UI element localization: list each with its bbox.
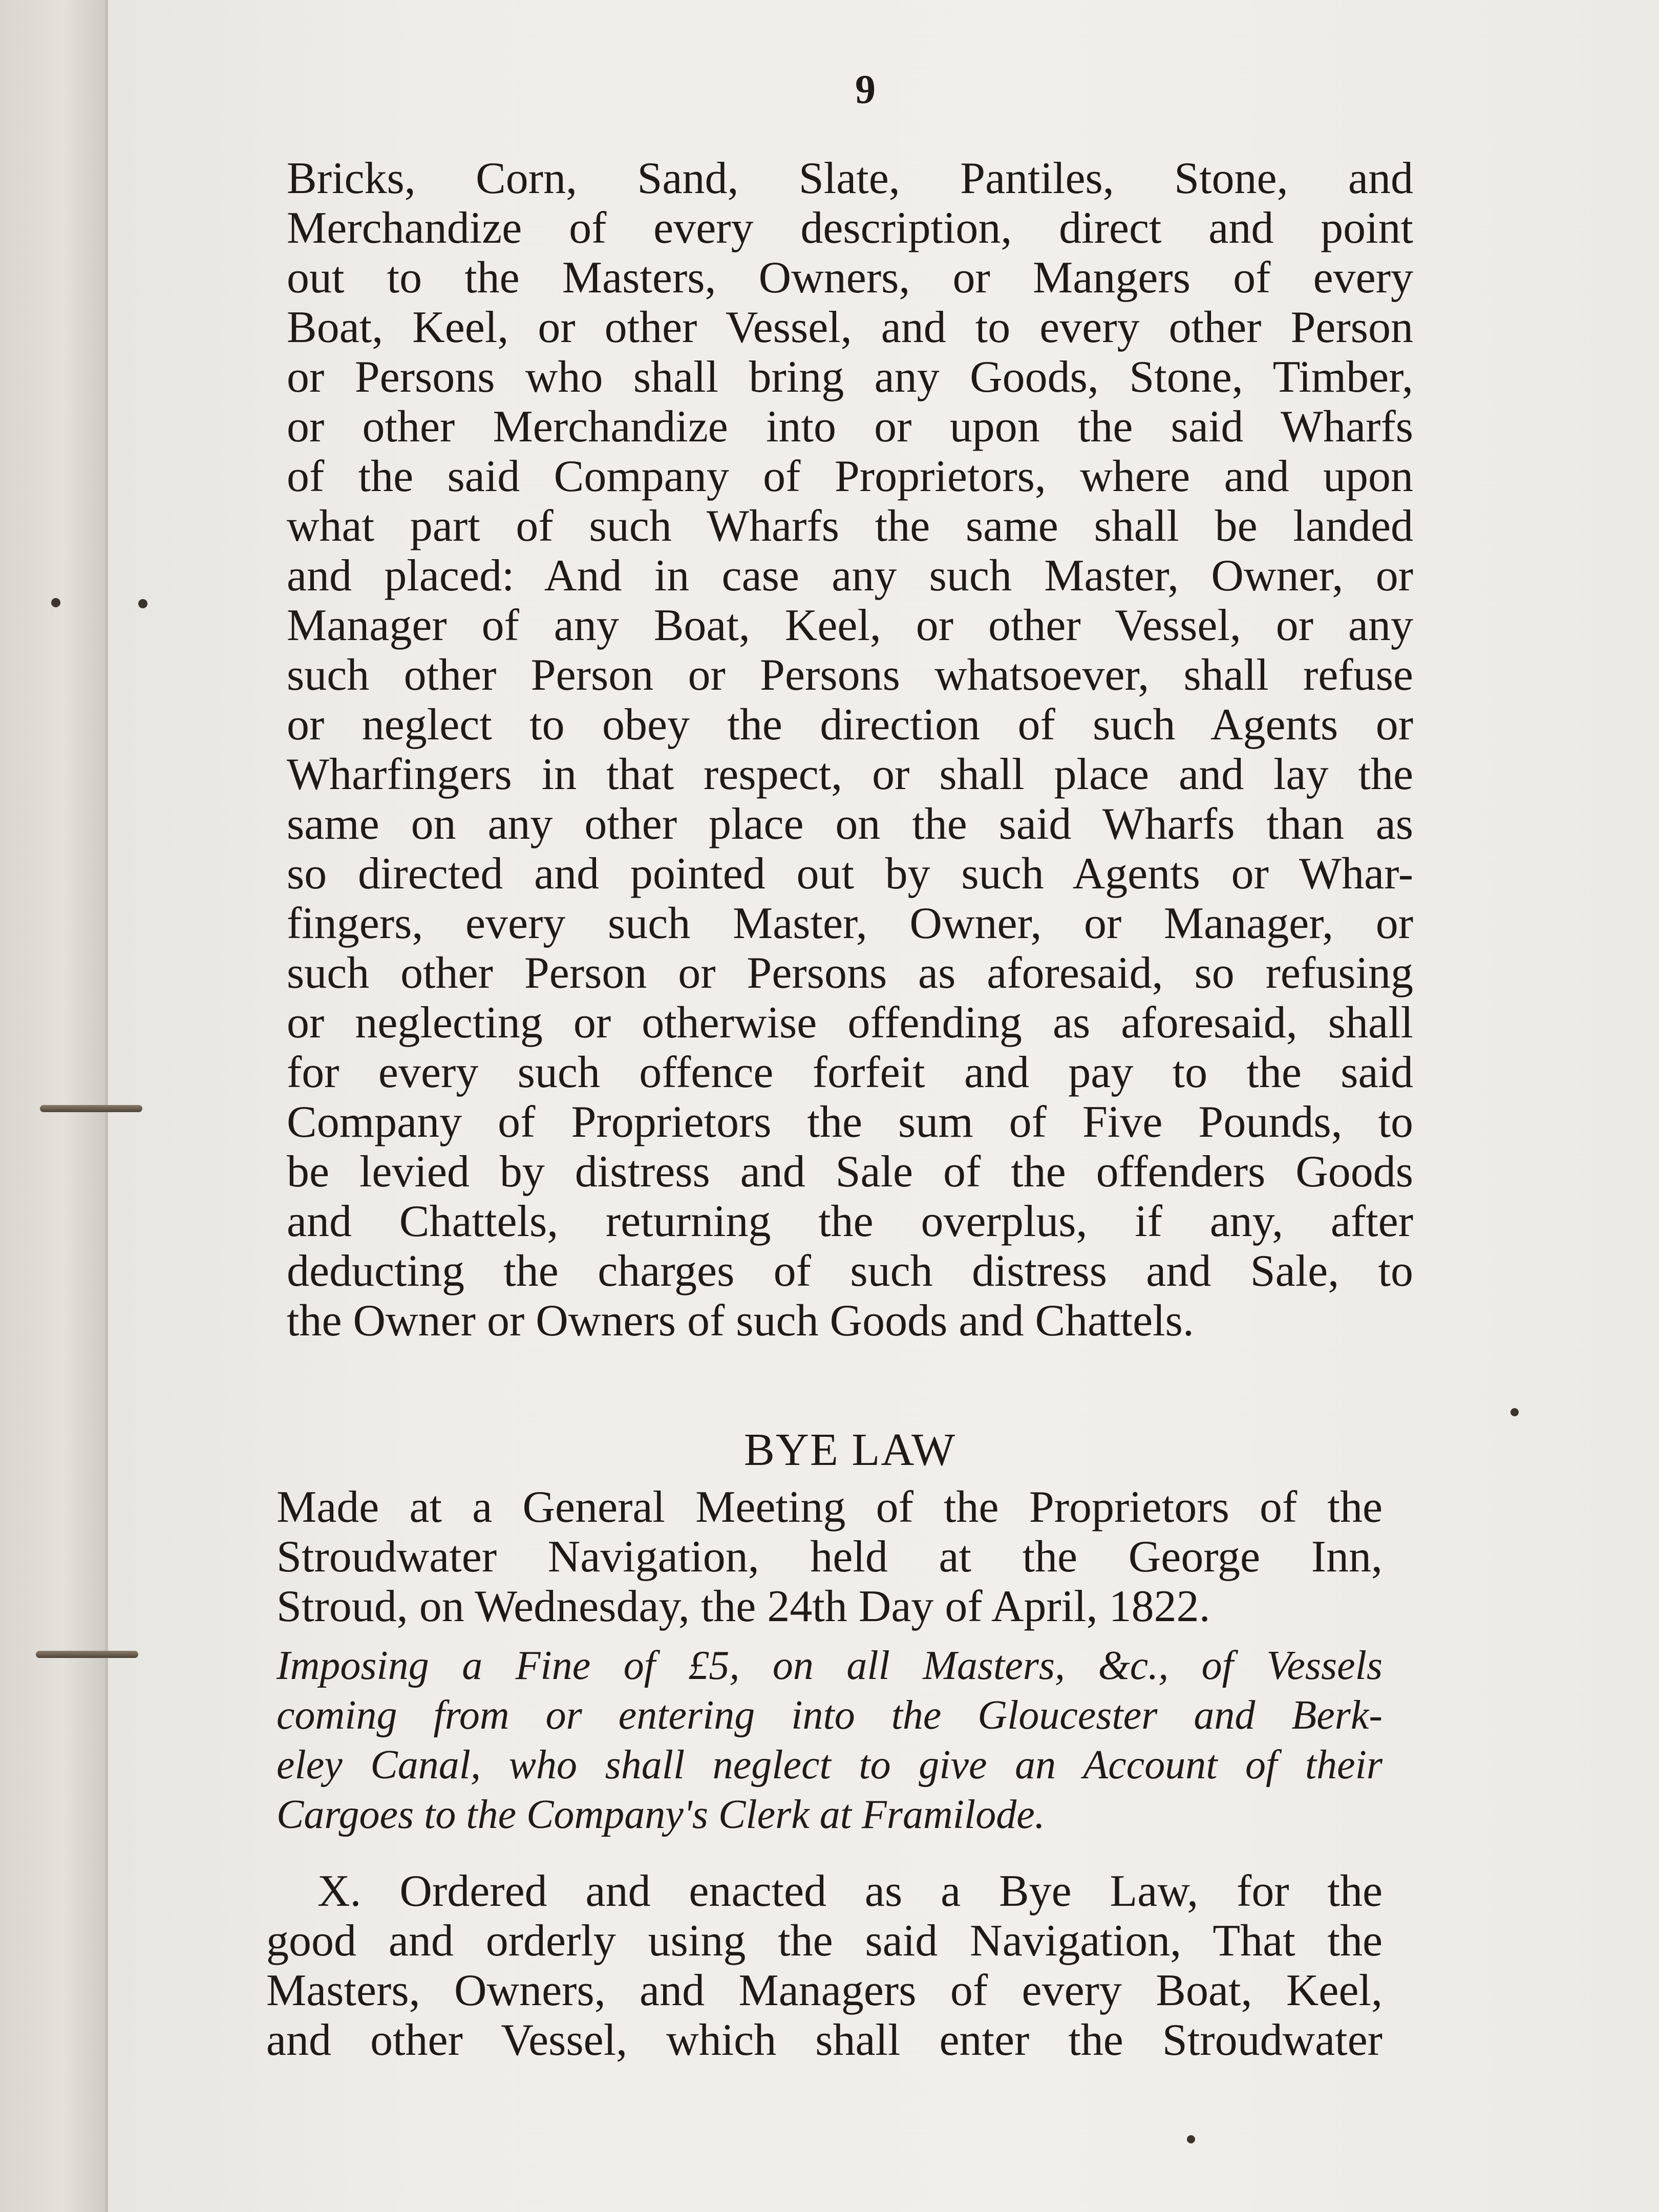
text-line: Company of Proprietors the sum of Five Pounds, to (287, 1097, 1413, 1147)
ink-spot (1187, 2135, 1195, 2143)
text-line: such other Person or Persons whatsoever, shall refuse (287, 650, 1413, 700)
text-line: coming from or entering into the Gloucester and Berk- (276, 1693, 1382, 1738)
text-line: or Persons who shall bring any Goods, Stone, Timber, (287, 352, 1413, 402)
text-line: and other Vessel, which shall enter the Stroudwater (266, 2015, 1382, 2065)
text-line: Made at a General Meeting of the Proprietors of the (276, 1482, 1382, 1532)
page-number: 9 (855, 67, 876, 112)
text-line: out to the Masters, Owners, or Mangers of every (287, 253, 1413, 303)
text-line: be levied by distress and Sale of the offenders Goods (287, 1147, 1413, 1197)
binding-stitch-upper (40, 1105, 142, 1112)
text-line: for every such offence forfeit and pay to the said (287, 1048, 1413, 1097)
binding-stitch-lower (36, 1651, 138, 1658)
text-line: the Owner or Owners of such Goods and Chattels. (287, 1296, 1194, 1346)
text-line: Masters, Owners, and Managers of every Boat, Keel, (266, 1966, 1382, 2015)
text-line: and placed: And in case any such Master, Owner, or (287, 551, 1413, 601)
text-line: good and orderly using the said Navigation, That the (266, 1916, 1382, 1966)
text-line: Bricks, Corn, Sand, Slate, Pantiles, Stone, and (287, 154, 1413, 203)
text-line: what part of such Wharfs the same shall be landed (287, 501, 1413, 551)
binding-hole (138, 599, 147, 608)
text-line: deducting the charges of such distress and Sale, to (287, 1246, 1413, 1296)
text-line: X. Ordered and enacted as a Bye Law, for the (317, 1866, 1382, 1916)
text-line: same on any other place on the said Wharfs than as (287, 799, 1413, 849)
bye-law-summary (276, 1641, 1382, 1840)
text-line: Boat, Keel, or other Vessel, and to every other Person (287, 303, 1413, 352)
text-line: eley Canal, who shall neglect to give an Account of their (276, 1742, 1382, 1788)
text-line: Merchandize of every description, direct and point (287, 203, 1413, 253)
text-line: Imposing a Fine of £5, on all Masters, &c., of Vessels (276, 1643, 1382, 1688)
text-line: Wharfingers in that respect, or shall place and lay the (287, 750, 1413, 799)
text-line: and Chattels, returning the overplus, if any, after (287, 1197, 1413, 1246)
meeting-intro (276, 1482, 1382, 1631)
text-line: Cargoes to the Company's Clerk at Framilode. (276, 1792, 1045, 1837)
binding-hole (51, 598, 60, 607)
text-line: Stroud, on Wednesday, the 24th Day of April, 1822. (276, 1582, 1210, 1631)
text-line: of the said Company of Proprietors, where and upon (287, 452, 1413, 501)
text-line: or other Merchandize into or upon the said Wharfs (287, 402, 1413, 452)
continuation-paragraph (287, 154, 1413, 1346)
text-line: so directed and pointed out by such Agents or Whar- (287, 849, 1413, 899)
text-line: Manager of any Boat, Keel, or other Vessel, or any (287, 601, 1413, 650)
text-line: or neglect to obey the direction of such Agents or (287, 700, 1413, 750)
ink-spot (1511, 1408, 1519, 1416)
section-heading: BYE LAW (743, 1424, 956, 1475)
order-paragraph (266, 1866, 1382, 2065)
text-line: Stroudwater Navigation, held at the George Inn, (276, 1532, 1382, 1582)
text-line: or neglecting or otherwise offending as aforesaid, shall (287, 998, 1413, 1048)
text-line: such other Person or Persons as aforesaid, so refusing (287, 948, 1413, 998)
text-line: fingers, every such Master, Owner, or Manager, or (287, 899, 1413, 948)
